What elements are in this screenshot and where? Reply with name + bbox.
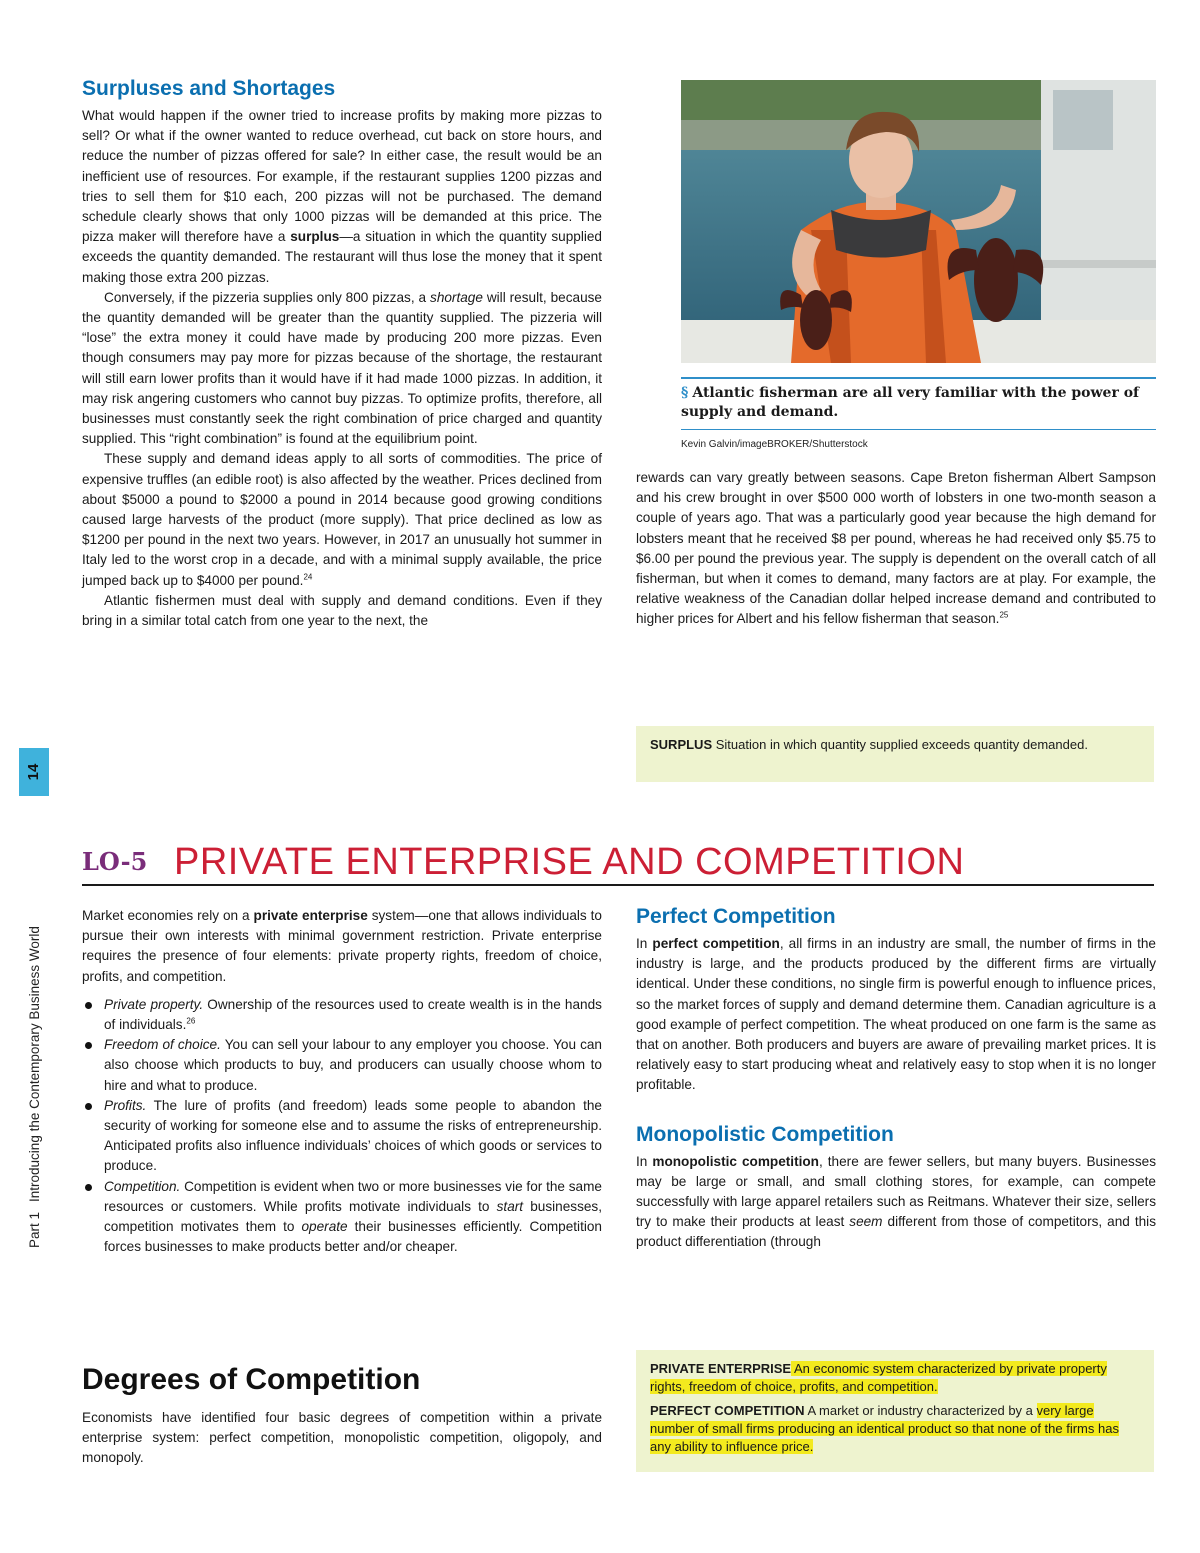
- glossary-term: SURPLUS: [650, 737, 713, 752]
- glossary-term: PRIVATE ENTERPRISE: [650, 1361, 792, 1376]
- page-number: 14: [25, 763, 42, 781]
- paragraph: rewards can vary greatly between seasons. Cape Breton fisherman Albert Sampson and his crew brought in over $500 000 worth of lobsters in one two-month season a couple of years ago. That was a particularly good year because the high demand for lobsters meant that he received $8 per pound, whereas he had received only $5.75 to $6.00 per pound the previous year. The supply is dependent on the overall catch of all fisherman, but when it comes to demand, many factors are at play. For example, the relative weakness of the Canadian dollar helped increase demand and contributed to higher prices for Albert and his fellow fisherman that season.$^{25}$: [636, 470, 1156, 627]
- surpluses-body: [82, 106, 602, 631]
- list-item: Private property. Ownership of the resources used to create wealth is in the hands of individuals.$^{26}$: [82, 995, 602, 1035]
- footnote-ref: 26: [186, 1016, 196, 1026]
- list-item: Competition. Competition is evident when two or more businesses vie for the same resources or customers. While profits motivate individuals to start businesses, competition motivates them to operate their businesses efficiently. Competition forces businesses to make products better and/or cheaper.: [82, 1177, 602, 1258]
- page-number-tab: [19, 748, 49, 796]
- list-item: Profits. The lure of profits (and freedom) leads some people to abandon the security of working for someone else and to assume the risks of entrepreneurship. Anticipated profits also influence individuals’ choices of which goods or services to produce.: [82, 1096, 602, 1177]
- key-term: surplus: [290, 229, 340, 245]
- footnote-ref: 24: [303, 572, 313, 582]
- photo-credit: Kevin Galvin/imageBROKER/Shutterstock: [681, 439, 868, 450]
- caption-pin-icon: §: [681, 385, 689, 401]
- paragraph: Atlantic fishermen must deal with supply and demand conditions. Even if they bring in a similar total catch from one year to the next, the: [82, 592, 602, 629]
- paragraph: Economists have identified four basic degrees of competition within a private enterprise system: perfect competition, monopolistic competition, oligopoly, and monopoly.: [82, 1410, 602, 1466]
- paragraph: Market economies rely on a private enterprise system—one that allows individuals to pursue their own interests with minimal government restriction. Private enterprise requires the presence of four elements: private property rights, freedom of choice, profits, and competition.: [82, 908, 602, 984]
- learning-objective-heading: [82, 842, 1154, 882]
- lo-title: PRIVATE ENTERPRISE AND COMPETITION: [174, 841, 965, 883]
- photo-caption: § Atlantic fisherman are all very familiar with the power of supply and demand.: [681, 385, 1140, 420]
- section-heading-surpluses: Surpluses and Shortages: [82, 77, 336, 100]
- glossary-term: PERFECT COMPETITION: [650, 1403, 805, 1418]
- glossary-private-perfect: [636, 1350, 1154, 1472]
- list-item: Freedom of choice. You can sell your labour to any employer you choose. You can also choose which products to buy, and producers can usually choose whom to hire and what to produce.: [82, 1035, 602, 1096]
- key-term: perfect competition: [652, 936, 780, 951]
- key-term: shortage: [430, 289, 483, 305]
- lo-rule: [82, 884, 1154, 886]
- fisherman-photo: [681, 80, 1156, 363]
- caption-rule: [681, 377, 1156, 379]
- right-column-top: [636, 468, 1156, 630]
- caption-divider: [681, 429, 1156, 430]
- glossary-surplus: SURPLUS Situation in which quantity supplied exceeds quantity demanded.: [636, 726, 1154, 782]
- left-column-top: [82, 76, 602, 631]
- right-column-bottom: [636, 904, 1156, 1253]
- paragraph: In monopolistic competition, there are fewer sellers, but many buyers. Businesses may be large or small, and small clothing stores, for example, can compete successfully with large apparel retailers such as Reitmans. Whatever their size, sellers try to make their products at least seem different from those of competitors, and this product differentiation (through: [636, 1153, 1156, 1250]
- section-heading-monopolistic: Monopolistic Competition: [636, 1122, 894, 1146]
- left-column-bottom: [82, 906, 602, 1257]
- key-term: monopolistic competition: [652, 1153, 819, 1169]
- paragraph: Conversely, if the pizzeria supplies only 800 pizzas, a shortage will result, because the quantity demanded will be greater than the quantity supplied. The pizzeria will “lose” the extra money it could have made by producing 200 more pizzas. Even though consumers may pay more for pizzas because of the shortage, the restaurant will still earn lower profits than it would have if it had made 1000 pizzas. In addition, it may risk angering customers who cannot buy pizzas. To optimize profits, therefore, all businesses must constantly seek the right combination of price charged and quantity supplied. This “right combination” is found at the equilibrium point.: [82, 289, 602, 447]
- running-head: [27, 926, 42, 1248]
- elements-list: [82, 995, 602, 1258]
- paragraph: These supply and demand ideas apply to all sorts of commodities. The price of expensive truffles (an edible root) is also affected by the weather. Prices declined from about $5000 a pound to $2000 a pound in 2014 because good growing conditions caused large harvests of the product (more supply). That price declined as low as $1200 per pound in the next two years. However, in 2017 an unusually hot summer in Italy led to the worst crop in a decade, and with a minimal supply available, the price jumped back up to $4000 per pound.$^{24}$: [82, 451, 602, 588]
- glossary-entry: PERFECT COMPETITION A market or industry characterized by a very large number of small firms producing an identical product so that none of the firms has any ability to influence price.: [650, 1403, 1119, 1454]
- part-label: Part 1: [27, 1211, 42, 1248]
- section-heading-degrees: Degrees of Competition: [82, 1363, 421, 1396]
- paragraph: In perfect competition, all firms in an industry are small, the number of firms in the industry is large, and the products produced by the different firms are virtually identical. Under these conditions, no single firm is powerful enough to influence prices, so the market forces of supply and demand determine them. Canadian agriculture is a good example of perfect competition. The wheat produced on one farm is the same as that on another. Both producers and buyers are aware of prevailing market prices. It is relatively easy to start producing wheat and relatively easy to stop when it is no longer profitable.: [636, 936, 1156, 1093]
- glossary-entry: PRIVATE ENTERPRISE An economic system characterized by private property rights, freedom of choice, profits, and competition.: [650, 1361, 1107, 1394]
- key-term: private enterprise: [253, 908, 368, 923]
- paragraph: What would happen if the owner tried to increase profits by making more pizzas to sell? Or what if the owner wanted to reduce overhead, cut back on store hours, and reduce the number of pizzas offered for sale? In either case, the result would be an inefficient use of resources. For example, if the restaurant supplies 1200 pizzas and tries to sell them for $10 each, 200 pizzas will not be purchased. The demand schedule clearly shows that only 1000 pizzas will be demanded at this price. The pizza maker will therefore have a surplus—a situation in which the quantity supplied exceeds the quantity demanded. The restaurant will thus lose the money that it spent making those extra 200 pizzas.: [82, 108, 602, 285]
- section-heading-perfect: Perfect Competition: [636, 905, 836, 928]
- degrees-body: [82, 1408, 602, 1469]
- section-label: Introducing the Contemporary Business World: [27, 926, 42, 1202]
- lo-tag: LO-5: [82, 847, 148, 876]
- footnote-ref: 25: [999, 610, 1009, 620]
